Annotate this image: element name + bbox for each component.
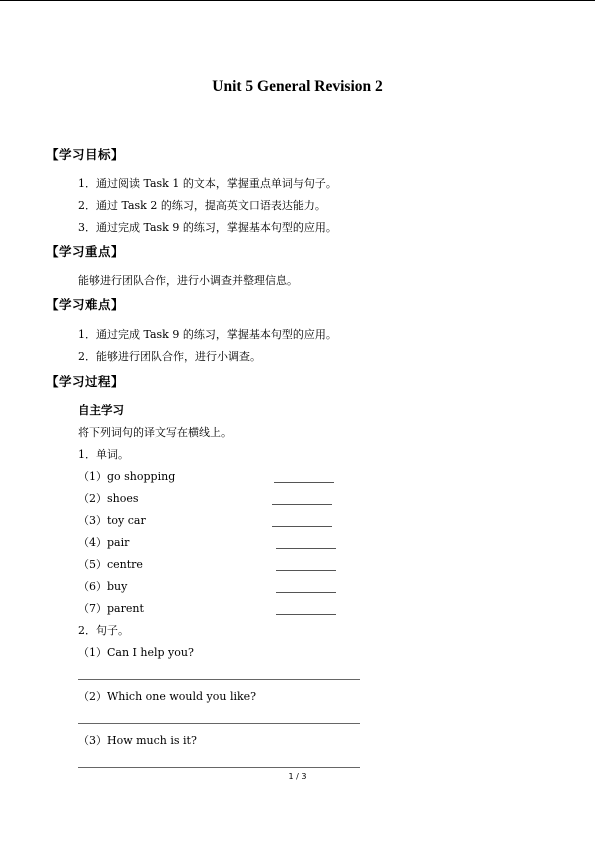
key-point-text: 能够进行团队合作，进行小调查并整理信息。 [78, 274, 298, 287]
word-item: （7）parent [78, 602, 144, 615]
answer-blank[interactable] [276, 614, 336, 615]
word-item: （6）buy [78, 580, 128, 593]
instruction-text: 将下列词句的译文写在横线上。 [78, 426, 232, 439]
document-title: Unit 5 General Revision 2 [212, 78, 383, 95]
answer-blank[interactable] [272, 504, 332, 505]
goal-item: 2．通过 Task 2 的练习，提高英文口语表达能力。 [78, 199, 326, 212]
section-heading-goals: 【学习目标】 [46, 147, 125, 162]
page-number: 1 / 3 [288, 772, 307, 781]
section-heading-difficulties: 【学习难点】 [46, 297, 125, 312]
difficulty-item: 1．通过完成 Task 9 的练习，掌握基本句型的应用。 [78, 328, 337, 341]
word-item: （5）centre [78, 558, 143, 571]
word-item: （3）toy car [78, 514, 146, 527]
section-heading-process: 【学习过程】 [46, 374, 125, 389]
self-study-heading: 自主学习 [78, 403, 124, 417]
word-item: （1）go shopping [78, 470, 176, 483]
goal-item: 1．通过阅读 Task 1 的文本，掌握重点单词与句子。 [78, 177, 337, 190]
sentence-item: （2）Which one would you like? [78, 690, 257, 703]
sentence-item: （1）Can I help you? [78, 646, 194, 659]
answer-blank[interactable] [274, 482, 334, 483]
section-heading-key-points: 【学习重点】 [46, 244, 125, 259]
answer-blank[interactable] [276, 592, 336, 593]
answer-line[interactable] [78, 679, 360, 680]
goal-item: 3．通过完成 Task 9 的练习，掌握基本句型的应用。 [78, 221, 337, 234]
sentence-item: （3）How much is it? [78, 734, 197, 747]
answer-blank[interactable] [272, 526, 332, 527]
top-rule [0, 0, 595, 1]
word-item: （4）pair [78, 536, 130, 549]
answer-blank[interactable] [276, 548, 336, 549]
answer-line[interactable] [78, 723, 360, 724]
words-heading: 1．单词。 [78, 448, 129, 461]
difficulty-item: 2．能够进行团队合作，进行小调查。 [78, 350, 261, 363]
answer-line[interactable] [78, 767, 360, 768]
word-item: （2）shoes [78, 492, 139, 505]
sentences-heading: 2．句子。 [78, 624, 129, 637]
answer-blank[interactable] [276, 570, 336, 571]
